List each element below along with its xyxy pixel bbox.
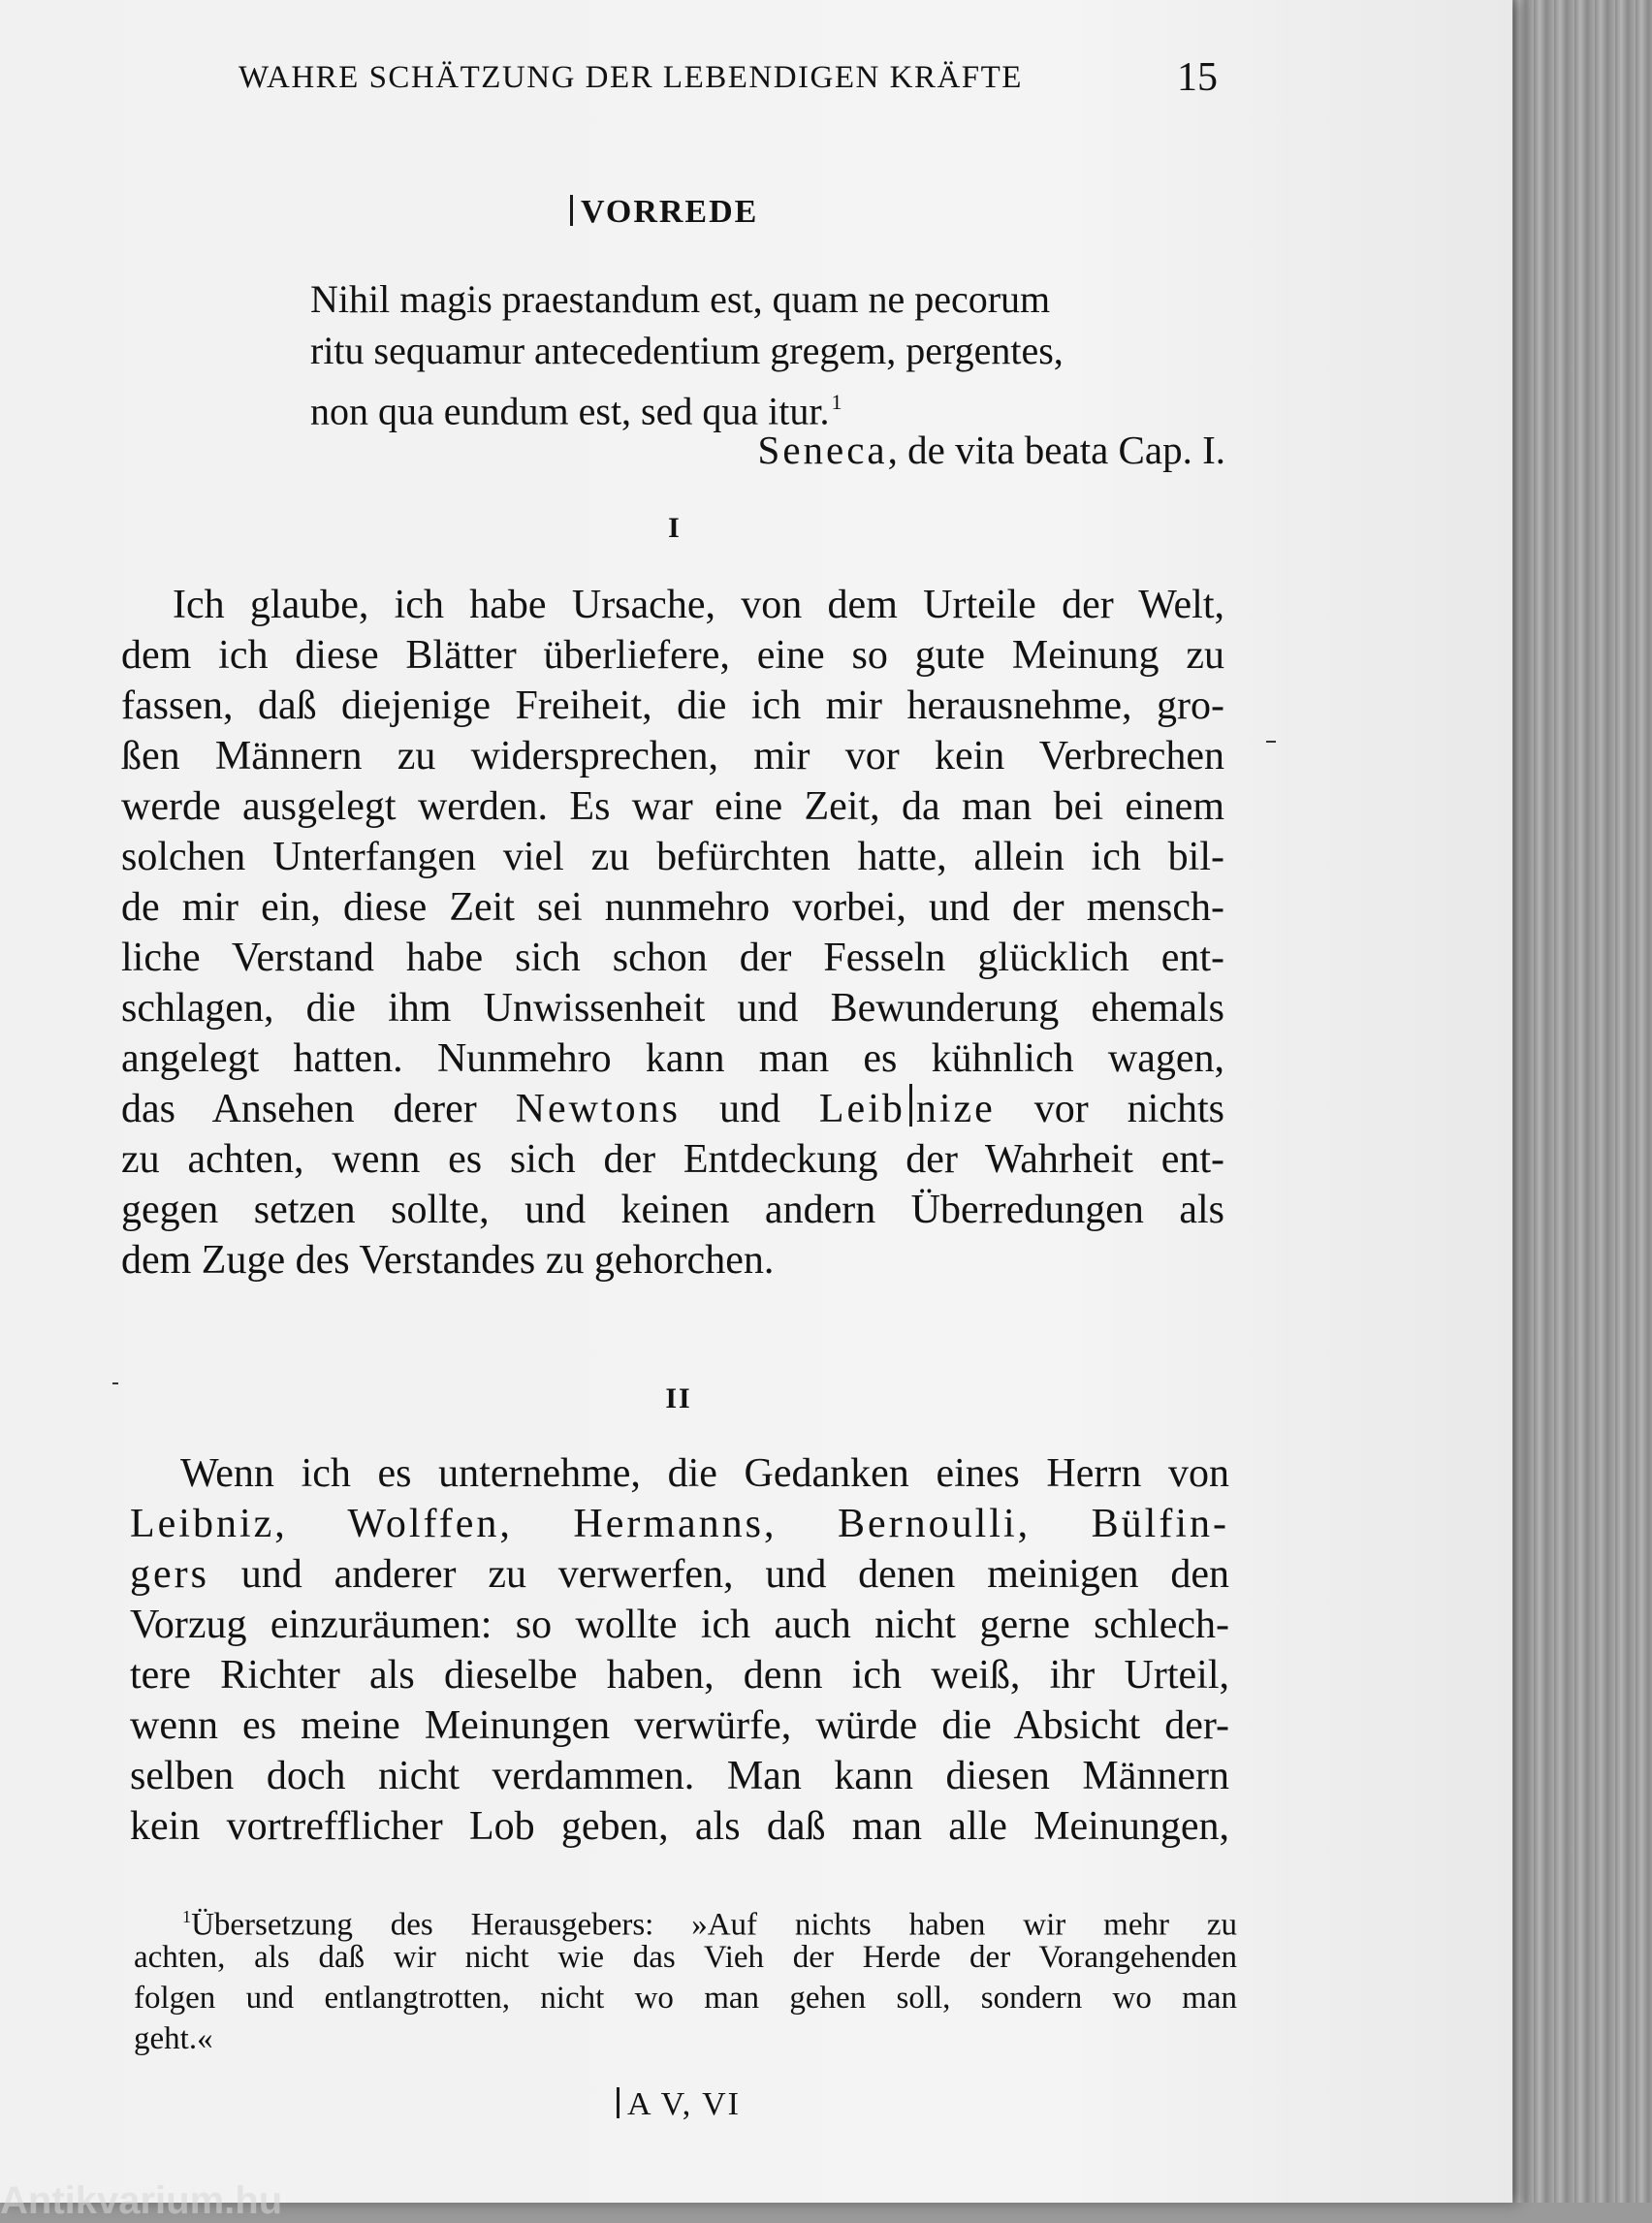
paragraph-line: kein vortrefflicher Lob geben, als daß man alle Meinungen,: [130, 1804, 1229, 1849]
paragraph-line: schlagen, die ihm Unwissenheit und Bewunderung ehemals: [121, 986, 1224, 1031]
section-numeral: I: [668, 512, 682, 544]
paragraph-line: angelegt hatten. Nunmehro kann man es kühnlich wagen,: [121, 1036, 1224, 1081]
line-segment: und anderer zu verwerfen, und denen meinigen den: [208, 1552, 1229, 1597]
paragraph-line: werde ausgelegt werden. Es war eine Zeit, da man bei einem: [121, 784, 1224, 829]
line-segment: vor nichts: [995, 1087, 1225, 1132]
footnote-line: folgen und entlangtrotten, nicht wo man gehen soll, sondern wo man: [134, 1981, 1237, 2016]
watermark: Antikvarium.hu: [0, 2179, 283, 2222]
paragraph-line: solchen Unterfangen viel zu befürchten hatte, allein ich bil-: [121, 835, 1224, 879]
motto-line-text: non qua eundum est, sed qua itur.: [310, 389, 830, 433]
footnote-text: Übersetzung des Herausgebers: »Auf nichts haben wir mehr zu: [191, 1907, 1237, 1943]
pagination-reference-text: A V, VI: [627, 2086, 741, 2122]
name-leibnize-part: Leib: [818, 1087, 905, 1132]
name-leibnize-part: nize: [915, 1087, 996, 1132]
page-break-mark: [570, 195, 573, 226]
paragraph-line: tere Richter als dieselbe haben, denn ich weiß, ihr Urteil,: [130, 1653, 1229, 1698]
motto-line: ritu sequamur antecedentium gregem, pergentes,: [310, 329, 1064, 372]
motto-line: Nihil magis praestandum est, quam ne pecorum: [310, 277, 1051, 321]
background-surface: [1493, 0, 1652, 2203]
stray-mark: [112, 1382, 118, 1384]
running-title: WAHRE SCHÄTZUNG DER LEBENDIGEN KRÄFTE: [238, 60, 1023, 95]
section-title: VORREDE: [581, 194, 759, 230]
paragraph-line: Leibniz, Wolffen, Hermanns, Bernoulli, Bülfin-: [130, 1502, 1229, 1546]
section-numeral: II: [665, 1382, 692, 1414]
footnote-marker: 1: [182, 1907, 192, 1926]
running-head: [238, 55, 1218, 111]
page-number: 15: [1177, 55, 1218, 100]
name-buelfingers-part: gers: [130, 1552, 209, 1597]
paragraph-line: ßen Männern zu widersprechen, mir vor kein Verbrechen: [121, 734, 1224, 778]
motto-author: Seneca: [757, 428, 888, 472]
line-segment: und: [681, 1087, 819, 1132]
footnote-line: geht.«: [134, 2021, 213, 2056]
paragraph-line: gegen setzen sollte, und keinen andern Überredungen als: [121, 1188, 1224, 1232]
footnote-marker: 1: [831, 390, 842, 414]
footnote-line: achten, als daß wir nicht wie das Vieh der Herde der Vorangehenden: [134, 1940, 1237, 1975]
paragraph-line: selben doch nicht verdammen. Man kann diesen Männern: [130, 1754, 1229, 1798]
paragraph-line: Vorzug einzuräumen: so wollte ich auch nicht gerne schlech-: [130, 1603, 1229, 1647]
line-segment: das Ansehen derer: [121, 1087, 516, 1132]
paragraph-line: [121, 1084, 1224, 1134]
paragraph-line: wenn es meine Meinungen verwürfe, würde die Absicht der-: [130, 1703, 1229, 1748]
motto-source: , de vita beata Cap. I.: [887, 428, 1225, 472]
paragraph-line: Ich glaube, ich habe Ursache, von dem Urteile der Welt,: [173, 583, 1224, 627]
section-heading: [570, 194, 758, 231]
motto-block: [310, 273, 1222, 436]
paragraph-line: dem Zuge des Verstandes zu gehorchen.: [121, 1238, 775, 1283]
footnote-line: [180, 1896, 1237, 1943]
paragraph-line: dem ich diese Blätter überliefere, eine so gute Meinung zu: [121, 633, 1224, 678]
pagination-reference: [617, 2086, 741, 2123]
page-break-mark: [617, 2087, 620, 2118]
paragraph-line: de mir ein, diese Zeit sei nunmehro vorbei, und der mensch-: [121, 885, 1224, 930]
paragraph-line: zu achten, wenn es sich der Entdeckung der Wahrheit ent-: [121, 1137, 1224, 1182]
paragraph-line: [130, 1549, 1229, 1600]
name-newtons: Newtons: [515, 1087, 682, 1132]
paragraph-line: liche Verstand habe sich schon der Fesseln glücklich ent-: [121, 936, 1224, 980]
stray-mark: [1266, 741, 1276, 743]
page-break-mark: [909, 1084, 912, 1127]
paragraph-line: Wenn ich es unternehme, die Gedanken eines Herrn von: [180, 1451, 1229, 1496]
paragraph-line: fassen, daß diejenige Freiheit, die ich mir herausnehme, gro-: [121, 683, 1224, 728]
motto-attribution: [655, 427, 1225, 473]
